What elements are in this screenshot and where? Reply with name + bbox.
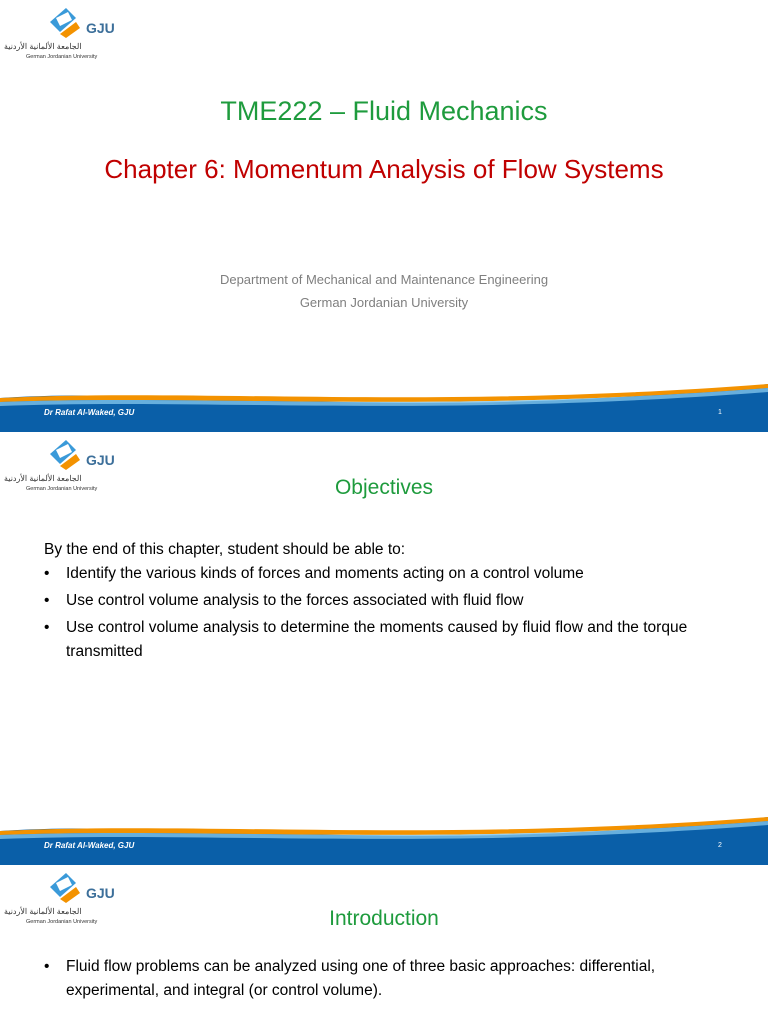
page-number: 2 (718, 842, 722, 849)
list-item (44, 589, 734, 613)
logo-english-name: German Jordanian University (26, 54, 98, 60)
gju-logo-icon (46, 436, 86, 472)
list-item-text: Identify the various kinds of forces and moments acting on a control volume (66, 565, 584, 582)
chapter-title: Chapter 6: Momentum Analysis of Flow Systems (104, 154, 664, 184)
logo-english-name: German Jordanian University (26, 486, 98, 492)
list-item-text: Use control volume analysis to determine the moments caused by fluid flow and the torque transmitted (66, 619, 688, 660)
objectives-intro: By the end of this chapter, student should be able to: (44, 541, 406, 558)
logo-arabic-name: الجامعة الألمانية الأردنية (4, 474, 82, 483)
footer-banner (0, 384, 768, 432)
footer-author: Dr Rafat Al-Waked, GJU (44, 408, 135, 417)
university-name: German Jordanian University (299, 295, 469, 310)
logo-english-name: German Jordanian University (26, 919, 98, 925)
logo-arabic-name: الجامعة الألمانية الأردنية (4, 42, 82, 51)
logo-abbr: GJU (86, 20, 115, 36)
course-title: TME222 – Fluid Mechanics (220, 96, 548, 126)
logo-arabic-name: الجامعة الألمانية الأردنية (4, 907, 82, 916)
list-item-text: Fluid flow problems can be analyzed using one of three basic approaches: differential, experimental, and integral (or control volume). (66, 958, 656, 999)
page-number: 1 (718, 409, 722, 416)
gju-logo-icon (46, 869, 86, 905)
gju-logo-icon (46, 4, 86, 40)
list-item (44, 562, 734, 586)
list-item (44, 955, 734, 1003)
gju-logo (4, 4, 115, 64)
footer-author: Dr Rafat Al-Waked, GJU (44, 841, 135, 850)
logo-abbr: GJU (86, 452, 115, 468)
list-item-text: Use control volume analysis to the forces associated with fluid flow (66, 592, 524, 609)
objectives-body (44, 538, 734, 664)
slide-2 (0, 432, 768, 865)
slide-3 (0, 865, 768, 1024)
list-item (44, 616, 734, 664)
bullet-dot: • (44, 592, 50, 609)
logo-abbr: GJU (86, 885, 115, 901)
footer-banner (0, 817, 768, 865)
introduction-body (44, 955, 734, 1003)
bullet-dot: • (44, 619, 50, 636)
bullet-dot: • (44, 565, 50, 582)
bullet-dot: • (44, 958, 50, 975)
slide-heading: Introduction (329, 907, 439, 930)
slide-heading: Objectives (334, 476, 434, 499)
slide-1 (0, 0, 768, 432)
department-name: Department of Mechanical and Maintenance Engineering (219, 272, 549, 287)
